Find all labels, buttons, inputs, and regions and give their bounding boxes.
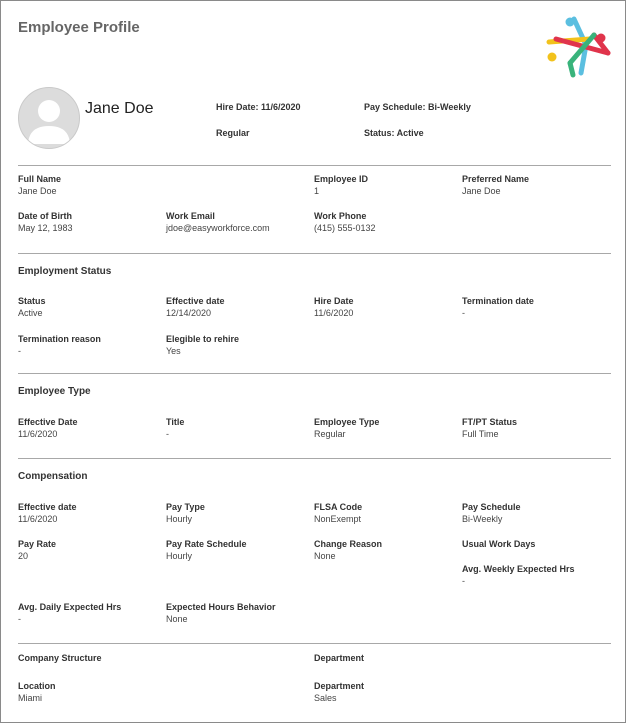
field-location: [18, 680, 158, 704]
field-label: Hire Date: [314, 296, 354, 306]
field-work-email: [166, 210, 306, 234]
field-label: Pay Type: [166, 502, 205, 512]
company-logo-icon: [546, 15, 612, 79]
user-placeholder-icon: [19, 88, 79, 148]
field-value: May 12, 1983: [18, 223, 73, 233]
field-label: Date of Birth: [18, 211, 72, 221]
page-title: Employee Profile: [18, 19, 140, 36]
field-title: [166, 416, 306, 440]
field-label: Department: [314, 681, 365, 691]
field-type-effective-date: [18, 416, 158, 440]
field-value: Jane Doe: [462, 186, 501, 196]
field-label: Pay Rate: [18, 539, 57, 549]
field-value: -: [462, 308, 465, 318]
field-label: Employee Type: [314, 417, 380, 427]
divider: [18, 643, 611, 644]
field-label: Pay Rate Schedule: [166, 539, 247, 549]
field-value: (415) 555-0132: [314, 223, 376, 233]
field-flsa-code: [314, 501, 454, 525]
field-value[interactable]: jdoe@easyworkforce.com: [166, 223, 270, 233]
field-hire-date: [314, 295, 454, 319]
field-label: Work Email: [166, 211, 215, 221]
field-value: Hourly: [166, 514, 193, 524]
field-value: Hourly: [166, 551, 193, 561]
divider: [18, 165, 611, 166]
field-label: Avg. Daily Expected Hrs: [18, 602, 122, 612]
section-title-company-structure: Company Structure: [18, 653, 102, 663]
field-termination-reason: [18, 333, 158, 357]
field-value: None: [314, 551, 336, 561]
field-department: [314, 680, 454, 704]
field-full-name: [18, 173, 158, 197]
field-usual-work-days: [462, 538, 602, 550]
field-value: 20: [18, 551, 29, 561]
field-label: Full Name: [18, 174, 62, 184]
field-value: 12/14/2020: [166, 308, 212, 318]
field-value: 11/6/2020: [18, 514, 58, 524]
field-label: Termination date: [462, 296, 534, 306]
field-label: FT/PT Status: [462, 417, 518, 427]
field-change-reason: [314, 538, 454, 562]
field-value: 1: [314, 186, 320, 196]
field-value: -: [462, 576, 465, 586]
field-expected-hours-behavior: [166, 601, 306, 625]
field-value: Sales: [314, 693, 337, 703]
field-value: 11/6/2020: [18, 429, 58, 439]
field-value: -: [18, 346, 21, 356]
divider: [18, 253, 611, 254]
field-label: Avg. Weekly Expected Hrs: [462, 564, 575, 574]
header-pay-schedule: Pay Schedule: Bi-Weekly: [364, 102, 471, 112]
field-label: Title: [166, 417, 185, 427]
field-date-of-birth: [18, 210, 158, 234]
field-label: Effective date: [18, 502, 77, 512]
field-label: Effective Date: [18, 417, 78, 427]
department-heading: Department: [314, 653, 365, 663]
field-label: Preferred Name: [462, 174, 530, 184]
field-label: Elegible to rehire: [166, 334, 240, 344]
field-status: [18, 295, 158, 319]
field-value: Yes: [166, 346, 181, 356]
field-value: Regular: [314, 429, 346, 439]
divider: [18, 373, 611, 374]
field-value: NonExempt: [314, 514, 362, 524]
divider: [18, 458, 611, 459]
field-label: Effective date: [166, 296, 225, 306]
field-avg-daily-hours: [18, 601, 158, 625]
section-title-employee-type: Employee Type: [18, 386, 91, 397]
field-value: -: [18, 614, 21, 624]
field-value: Miami: [18, 693, 42, 703]
header-hire-date: Hire Date: 11/6/2020: [216, 102, 301, 112]
field-label: FLSA Code: [314, 502, 363, 512]
field-work-phone: [314, 210, 454, 234]
field-label: Change Reason: [314, 539, 383, 549]
avatar: [18, 87, 80, 149]
field-value: Bi-Weekly: [462, 514, 503, 524]
field-label: Pay Schedule: [462, 502, 521, 512]
field-value: Jane Doe: [18, 186, 57, 196]
field-pay-rate-schedule: [166, 538, 306, 562]
field-ftpt-status: [462, 416, 602, 440]
field-employee-type: [314, 416, 454, 440]
field-value: -: [166, 429, 169, 439]
section-title-compensation: Compensation: [18, 471, 88, 482]
section-title-employment-status: Employment Status: [18, 266, 112, 277]
field-avg-weekly-hours: [462, 563, 602, 587]
field-label: Location: [18, 681, 56, 691]
field-pay-schedule: [462, 501, 602, 525]
field-status-effective-date: [166, 295, 306, 319]
field-value: 11/6/2020: [314, 308, 354, 318]
field-eligible-to-rehire: [166, 333, 306, 357]
field-label: Usual Work Days: [462, 539, 536, 549]
field-label: Work Phone: [314, 211, 367, 221]
field-value: None: [166, 614, 188, 624]
field-label: Expected Hours Behavior: [166, 602, 276, 612]
employee-name: Jane Doe: [85, 100, 154, 117]
field-pay-type: [166, 501, 306, 525]
field-employee-id: [314, 173, 454, 197]
field-value: Active: [18, 308, 43, 318]
field-pay-rate: [18, 538, 158, 562]
header-status: Status: Active: [364, 128, 424, 138]
field-value: Full Time: [462, 429, 499, 439]
field-label: Termination reason: [18, 334, 101, 344]
header-employee-type: Regular: [216, 128, 250, 138]
field-comp-effective-date: [18, 501, 158, 525]
field-label: Employee ID: [314, 174, 369, 184]
field-preferred-name: [462, 173, 602, 197]
field-termination-date: [462, 295, 602, 319]
field-label: Status: [18, 296, 46, 306]
